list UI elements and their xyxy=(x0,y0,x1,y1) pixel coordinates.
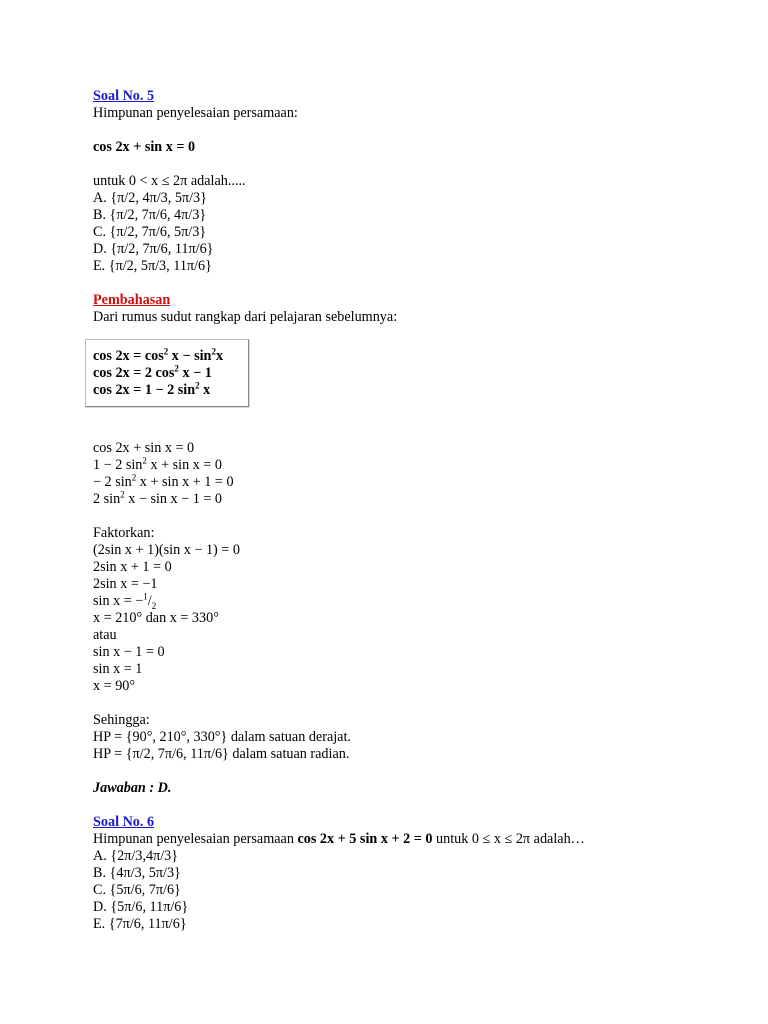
step-3: − 2 $\sin^2 x + \sin x + 1 = 0$ xyxy=(93,472,234,490)
answer-text: Jawaban : D. xyxy=(93,780,172,796)
soal-5-option-e: E. {π/2, 5π/3, 11π/6} xyxy=(93,258,212,274)
step-1: cos 2x + sin x = 0 xyxy=(93,440,195,456)
soal-5-option-d: D. {π/2, 7π/6, 11π/6} xyxy=(93,241,214,257)
solution-steps xyxy=(93,440,733,933)
soal-6-option-d: D. {5π/6, 11π/6} xyxy=(93,899,189,915)
conclusion-label: Sehingga: xyxy=(93,712,150,728)
soal-5-option-a: A. {π/2, 4π/3, 5π/3} xyxy=(93,190,207,206)
soal-6-option-b: B. {4π/3, 5π/3} xyxy=(93,865,181,881)
soal-6-option-c: C. {5π/6, 7π/6} xyxy=(93,882,181,898)
factor-line-7: sin x − 1 = 0 xyxy=(93,644,165,660)
conclusion-hp-radian: HP = {π/2, 7π/6, 11π/6} dalam satuan radian. xyxy=(93,746,350,762)
formula-line-2: cos 2x = 2 $\cos^2 x - 1$ xyxy=(93,363,212,381)
soal-6-heading-link[interactable]: Soal No. 6 xyxy=(93,814,155,830)
conclusion-hp-degree: HP = {90°, 210°, 330°} dalam satuan derajat. xyxy=(93,729,351,745)
soal-5-option-c: C. {π/2, 7π/6, 5π/3} xyxy=(93,224,207,240)
factor-line-4: $\sin x = -^1/_2$ xyxy=(93,591,157,611)
factor-line-1: (2sin x + 1)(sin x − 1) = 0 xyxy=(93,542,240,558)
step-4: 2 $\sin^2 x - \sin x - 1 = 0$ xyxy=(93,489,223,507)
formula-line-1: $\cos 2x = \cos^2 x - \sin^2x$ xyxy=(93,346,224,364)
document-body xyxy=(93,88,733,326)
factor-line-6: atau xyxy=(93,627,117,643)
double-angle-formula-box xyxy=(85,339,249,407)
soal-6-intro: Himpunan penyelesaian persamaan cos 2x + 5 sin x + 2 = 0 untuk 0 ≤ x ≤ 2π adalah… xyxy=(93,831,585,847)
soal-5-intro: Himpunan penyelesaian persamaan: xyxy=(93,105,298,121)
factor-label: Faktorkan: xyxy=(93,525,155,541)
factor-line-3: 2sin x = −1 xyxy=(93,576,158,592)
factor-line-8: sin x = 1 xyxy=(93,661,143,677)
factor-line-2: 2sin x + 1 = 0 xyxy=(93,559,172,575)
soal-6-option-a: A. {2π/3,4π/3} xyxy=(93,848,179,864)
factor-line-5: x = 210° dan x = 330° xyxy=(93,610,219,626)
pembahasan-heading-link[interactable]: Pembahasan xyxy=(93,292,171,308)
soal-5-option-b: B. {π/2, 7π/6, 4π/3} xyxy=(93,207,207,223)
soal-5-heading-link[interactable]: Soal No. 5 xyxy=(93,88,155,104)
step-2: 1 − 2 $\sin^2 x + \sin x = 0$ xyxy=(93,455,223,473)
factor-line-9: x = 90° xyxy=(93,678,136,694)
soal-5-condition: untuk 0 < x ≤ 2π adalah..... xyxy=(93,173,246,189)
formula-line-3: cos 2x = 1 − 2 $\sin^2 x$ xyxy=(93,380,211,398)
soal-6-option-e: E. {7π/6, 11π/6} xyxy=(93,916,187,932)
pembahasan-intro: Dari rumus sudut rangkap dari pelajaran sebelumnya: xyxy=(93,309,398,325)
soal-5-equation: cos 2x + sin x = 0 xyxy=(93,139,196,155)
